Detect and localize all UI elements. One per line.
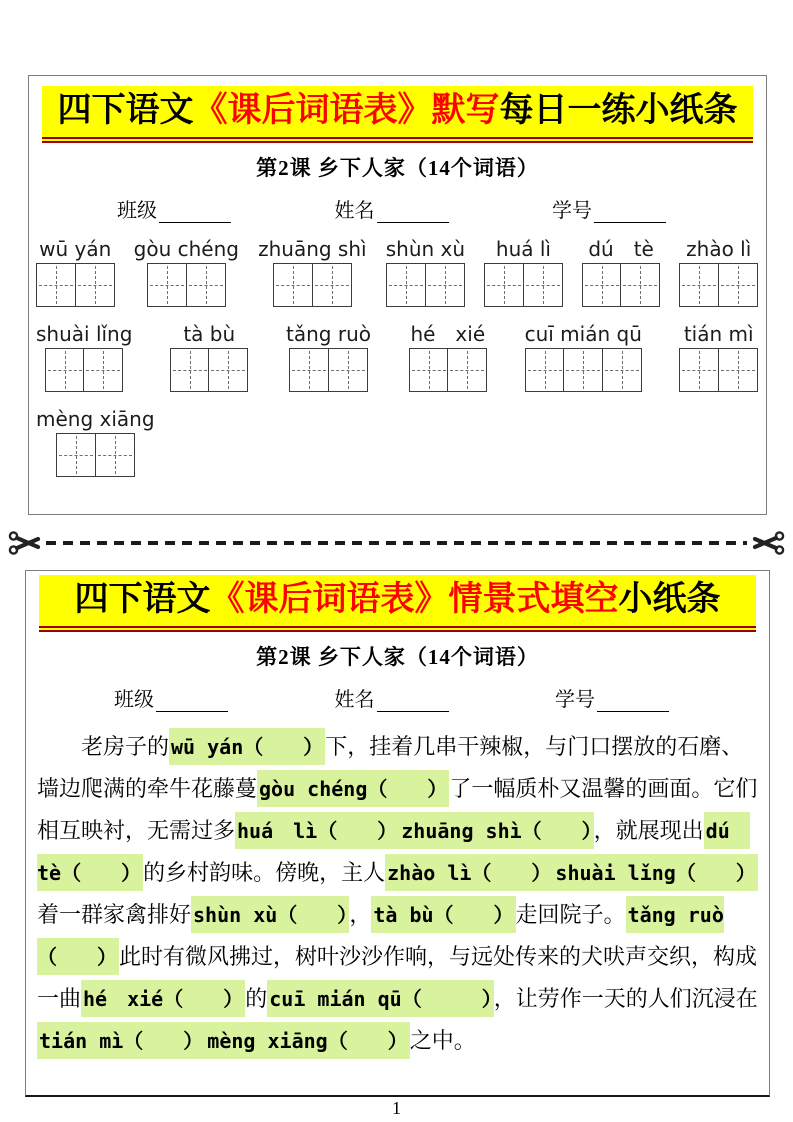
title-text-red: 《课后词语表》情景式填空 — [210, 581, 619, 618]
tianzige-cell — [679, 263, 719, 307]
word-group — [286, 322, 371, 392]
word-group — [409, 322, 488, 392]
pinyin-blank-highlight: tián mì（ ） — [37, 1022, 205, 1059]
pinyin-blank-highlight: wū yán（ ） — [169, 728, 325, 765]
name-blank-line — [377, 203, 449, 223]
page-number: 1 — [392, 1098, 401, 1118]
tianzige-cell — [525, 348, 565, 392]
word-group — [134, 237, 239, 307]
student-info-line — [114, 683, 669, 712]
title-text-black: 四下语文 — [74, 581, 211, 618]
writing-grid — [45, 348, 124, 392]
section1-title — [42, 86, 753, 143]
word-group — [582, 237, 661, 307]
pinyin-blank-highlight: shùn xù（ ） — [191, 896, 349, 933]
paragraph-text: 着一群家禽排好 — [37, 902, 192, 927]
pinyin-label: shùn xù — [385, 237, 466, 261]
pinyin-label: dú tè — [588, 237, 654, 261]
writing-grid — [386, 263, 465, 307]
writing-grid — [525, 348, 642, 392]
title-text-black: 四下语文 — [57, 92, 194, 129]
tianzige-cell — [328, 348, 368, 392]
pinyin-label: tián mì — [683, 322, 754, 346]
tianzige-cell — [289, 348, 329, 392]
tianzige-cell — [208, 348, 248, 392]
pinyin-label: gòu chéng — [133, 237, 239, 261]
class-blank-line — [156, 692, 228, 712]
tianzige-cell — [83, 348, 123, 392]
name-blank-line — [377, 692, 449, 712]
lesson-subtitle: 第2课 乡下人家（14个词语） — [256, 645, 539, 669]
section2-title — [39, 575, 756, 632]
word-row — [36, 237, 758, 307]
class-label: 班级 — [117, 200, 157, 222]
student-id-field — [555, 683, 669, 712]
student-info-line — [117, 194, 666, 223]
paragraph-text: 之中。 — [409, 1028, 476, 1053]
student-id-label: 学号 — [555, 689, 595, 711]
pinyin-label: zhào lì — [686, 237, 752, 261]
scissors-icon — [751, 529, 785, 557]
word-row — [36, 322, 758, 392]
tianzige-cell — [484, 263, 524, 307]
scissors-icon — [8, 529, 42, 557]
pinyin-label: huá lì — [495, 237, 551, 261]
tianzige-cell — [718, 263, 758, 307]
class-label: 班级 — [114, 689, 154, 711]
pinyin-label: hé xié — [410, 322, 486, 346]
pinyin-blank-highlight: mèng xiāng（ ） — [205, 1022, 409, 1059]
tianzige-cell — [718, 348, 758, 392]
pinyin-blank-highlight: tǎng ruò（ ） — [37, 896, 724, 975]
name-field — [335, 194, 449, 223]
word-group — [36, 237, 115, 307]
paragraph-text: 了一幅质朴又温馨的画面。它们相互映衬，无需过多 — [37, 776, 758, 843]
pinyin-blank-highlight: dú tè（ ） — [37, 812, 750, 891]
class-blank-line — [159, 203, 231, 223]
paragraph-text: ，就展现出 — [593, 818, 704, 843]
pinyin-label: tà bù — [183, 322, 236, 346]
pinyin-blank-highlight: cuī mián qū（ ） — [267, 980, 493, 1017]
tianzige-cell — [36, 263, 76, 307]
student-id-field — [552, 194, 666, 223]
writing-grid — [679, 263, 758, 307]
tianzige-cell — [273, 263, 313, 307]
tianzige-cell — [620, 263, 660, 307]
fill-in-paragraph — [37, 726, 759, 1062]
writing-grid — [56, 433, 135, 477]
tianzige-cell — [95, 433, 135, 477]
word-group — [525, 322, 642, 392]
tianzige-cell — [56, 433, 96, 477]
name-label: 姓名 — [334, 689, 375, 711]
class-field — [117, 194, 231, 223]
writing-grid — [289, 348, 368, 392]
pinyin-label: tǎng ruò — [286, 322, 371, 346]
paragraph-text: 走回院子。 — [515, 902, 626, 927]
pinyin-blank-highlight: hé xié（ ） — [81, 980, 245, 1017]
pinyin-label: shuài lǐng — [36, 322, 133, 346]
word-group — [36, 407, 155, 477]
name-label: 姓名 — [334, 200, 375, 222]
pinyin-blank-highlight: tà bù（ ） — [371, 896, 515, 933]
tianzige-cell — [602, 348, 642, 392]
word-group — [679, 322, 758, 392]
paragraph-text: 的 — [245, 986, 268, 1011]
word-rows — [36, 237, 758, 477]
tianzige-cell — [409, 348, 449, 392]
paragraph-text: 此时有微风拂过，树叶沙沙作响，与远处传来的犬吠声交织，构成一曲 — [37, 944, 758, 1011]
tianzige-cell — [447, 348, 487, 392]
tianzige-cell — [45, 348, 85, 392]
fill-in-section — [25, 570, 770, 1097]
paragraph-text: 下，挂着几串干辣椒，与门口摆放的石磨、墙边爬满的牵牛花藤蔓 — [37, 734, 744, 801]
tianzige-cell — [75, 263, 115, 307]
pinyin-label: cuī mián qū — [524, 322, 642, 346]
tianzige-cell — [147, 263, 187, 307]
tianzige-cell — [582, 263, 622, 307]
tianzige-cell — [312, 263, 352, 307]
title-text-black: 每日一练小纸条 — [499, 92, 738, 129]
paragraph-text: ，让劳作一天的人们沉浸在 — [493, 986, 758, 1011]
dashed-cut-rule — [46, 541, 747, 545]
pinyin-blank-highlight: huá lì（ ） — [235, 812, 399, 849]
title-text-red: 《课后词语表》默写 — [193, 92, 500, 129]
writing-grid — [409, 348, 488, 392]
writing-grid — [484, 263, 563, 307]
pinyin-blank-highlight: gòu chéng（ ） — [257, 770, 449, 807]
word-row — [36, 407, 758, 477]
word-group — [679, 237, 758, 307]
pinyin-blank-highlight: zhuāng shì（ ） — [399, 812, 593, 849]
tianzige-cell — [186, 263, 226, 307]
dictation-section — [28, 75, 767, 515]
writing-grid — [679, 348, 758, 392]
title-text-black: 小纸条 — [618, 581, 721, 618]
word-group — [484, 237, 563, 307]
writing-grid — [147, 263, 226, 307]
tianzige-cell — [170, 348, 210, 392]
cut-line — [0, 515, 793, 570]
writing-grid — [170, 348, 249, 392]
paragraph-text: 的乡村韵味。傍晚，主人 — [143, 860, 386, 885]
paragraph-text: 老房子的 — [81, 734, 170, 759]
tianzige-cell — [523, 263, 563, 307]
tianzige-cell — [386, 263, 426, 307]
class-field — [114, 683, 228, 712]
paragraph-text: ， — [349, 902, 372, 927]
writing-grid — [582, 263, 661, 307]
student-id-blank-line — [594, 203, 666, 223]
word-group — [170, 322, 249, 392]
pinyin-label: mèng xiāng — [36, 407, 155, 431]
word-group — [386, 237, 465, 307]
pinyin-blank-highlight: zhào lì（ ） — [385, 854, 553, 891]
pinyin-label: zhuāng shì — [258, 237, 367, 261]
tianzige-cell — [425, 263, 465, 307]
tianzige-cell — [679, 348, 719, 392]
student-id-label: 学号 — [552, 200, 592, 222]
tianzige-cell — [563, 348, 603, 392]
word-group — [36, 322, 132, 392]
writing-grid — [273, 263, 352, 307]
pinyin-blank-highlight: shuài lǐng（ ） — [553, 854, 757, 891]
word-group — [258, 237, 367, 307]
student-id-blank-line — [597, 692, 669, 712]
pinyin-label: wū yán — [39, 237, 112, 261]
writing-grid — [36, 263, 115, 307]
lesson-subtitle: 第2课 乡下人家（14个词语） — [256, 156, 539, 180]
name-field — [335, 683, 449, 712]
